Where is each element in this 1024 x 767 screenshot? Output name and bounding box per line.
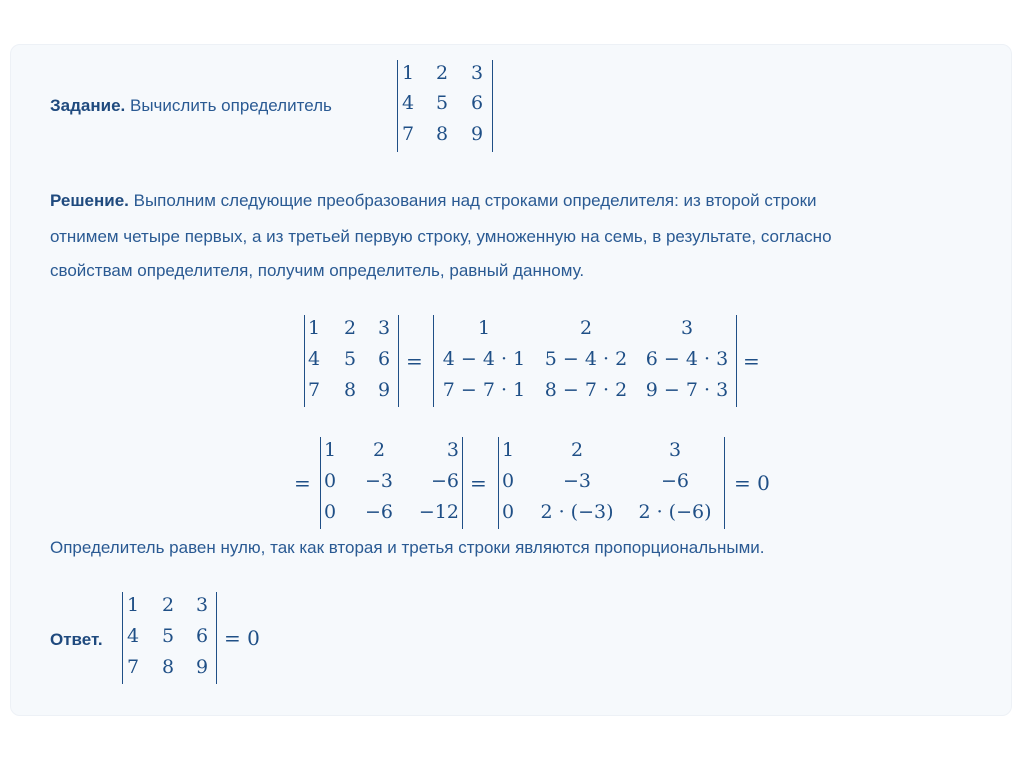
matrix-cell: −6 — [660, 470, 689, 492]
matrix-cell: 1 — [308, 317, 321, 339]
matrix-cell: 5 − 4 · 2 — [544, 348, 628, 370]
answer-label: Ответ. — [50, 630, 103, 649]
step2-left-determinant — [320, 437, 463, 529]
matrix-cell: 6 — [378, 348, 391, 370]
solution-label: Решение. — [50, 191, 129, 210]
solution-line-1 — [50, 191, 817, 211]
matrix-cell: 3 — [471, 62, 484, 84]
matrix-cell: 0 — [502, 470, 515, 492]
matrix-cell: −6 — [430, 470, 459, 492]
matrix-cell: 5 — [162, 625, 175, 647]
matrix-cell: 2 — [162, 594, 175, 616]
equals-sign: = — [470, 471, 487, 495]
matrix-cell: 7 — [308, 379, 321, 401]
matrix-cell: 7 — [127, 656, 140, 678]
matrix-cell: 8 — [436, 123, 449, 145]
matrix-cell: −3 — [364, 470, 393, 492]
matrix-cell: 3 — [668, 439, 682, 461]
matrix-cell: 1 — [324, 439, 337, 461]
solution-text: Выполним следующие преобразования над строками определителя: из второй строки — [133, 191, 817, 210]
matrix-cell: 9 — [378, 379, 391, 401]
solution-line-2: отнимем четыре первых, а из третьей первую строку, умноженную на семь, в результате, согласно — [50, 227, 832, 246]
step2-right-determinant — [498, 437, 725, 529]
equals-sign: = — [406, 349, 423, 373]
matrix-cell: 4 — [308, 348, 321, 370]
equals-sign: = — [743, 349, 760, 373]
matrix-cell: 2 · (−6) — [638, 501, 712, 523]
matrix-cell: 6 — [196, 625, 209, 647]
conclusion-text: Определитель равен нулю, так как вторая и третья строки являются пропорциональными. — [50, 538, 765, 557]
matrix-cell: 1 — [477, 317, 491, 339]
matrix-cell: 3 — [446, 439, 459, 461]
matrix-cell: 4 − 4 · 1 — [442, 348, 526, 370]
matrix-cell: 0 — [502, 501, 515, 523]
matrix-cell: 2 — [372, 439, 386, 461]
answer-determinant — [122, 592, 217, 684]
matrix-cell: 4 — [402, 92, 415, 114]
matrix-cell: 6 − 4 · 3 — [645, 348, 729, 370]
matrix-cell: 9 — [196, 656, 209, 678]
matrix-cell: 3 — [196, 594, 209, 616]
matrix-cell: 5 — [344, 348, 357, 370]
task-label: Задание. — [50, 96, 126, 115]
matrix-cell: 2 — [344, 317, 357, 339]
matrix-cell: 8 — [162, 656, 175, 678]
step1-left-determinant — [304, 315, 399, 407]
result-equals-zero: = 0 — [734, 471, 770, 495]
matrix-cell: 7 − 7 · 1 — [442, 379, 526, 401]
matrix-cell: 3 — [680, 317, 694, 339]
matrix-cell: 1 — [127, 594, 140, 616]
answer-line — [50, 630, 103, 650]
task-line — [50, 96, 332, 116]
matrix-cell: 2 — [436, 62, 449, 84]
task-text: Вычислить определитель — [129, 96, 332, 115]
matrix-cell: 1 — [402, 62, 415, 84]
matrix-cell: 4 — [127, 625, 140, 647]
task-determinant — [397, 60, 493, 152]
matrix-cell: 2 — [570, 439, 584, 461]
matrix-cell: 9 — [471, 123, 484, 145]
matrix-cell: 6 — [471, 92, 484, 114]
matrix-cell: 8 — [344, 379, 357, 401]
matrix-cell: 1 — [502, 439, 515, 461]
matrix-cell: −12 — [418, 501, 459, 523]
matrix-cell: 9 − 7 · 3 — [645, 379, 729, 401]
matrix-cell: −3 — [562, 470, 591, 492]
equals-sign: = — [294, 471, 311, 495]
solution-line-3: свойствам определителя, получим определитель, равный данному. — [50, 261, 585, 280]
matrix-cell: 7 — [402, 123, 415, 145]
matrix-cell: −6 — [364, 501, 393, 523]
matrix-cell: 0 — [324, 501, 337, 523]
matrix-cell: 3 — [378, 317, 391, 339]
matrix-cell: 8 − 7 · 2 — [544, 379, 628, 401]
matrix-cell: 2 · (−3) — [540, 501, 614, 523]
matrix-cell: 2 — [579, 317, 593, 339]
matrix-cell: 0 — [324, 470, 337, 492]
step1-right-determinant — [433, 315, 737, 407]
answer-result: = 0 — [224, 626, 260, 650]
matrix-cell: 5 — [436, 92, 449, 114]
